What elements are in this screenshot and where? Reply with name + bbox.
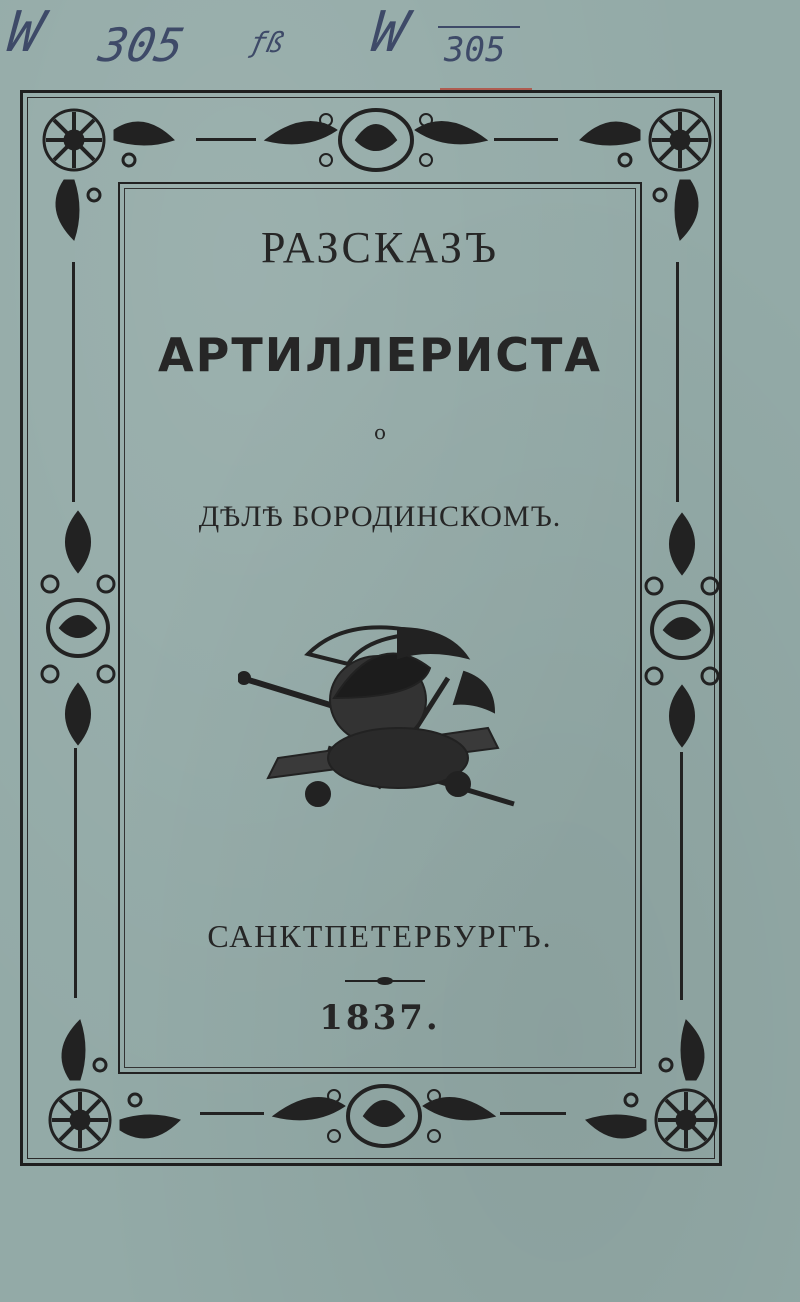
handwritten-number-left: 305 bbox=[94, 18, 189, 72]
title-line-1: РАЗСКАЗЪ bbox=[260, 223, 500, 272]
right-rule-lower bbox=[680, 752, 683, 1000]
handwritten-mark-middle: ƒß bbox=[246, 26, 288, 59]
palmette-icon-top bbox=[256, 100, 496, 180]
military-trophy-vignette-icon bbox=[238, 618, 518, 814]
separator-flourish-icon bbox=[345, 976, 425, 986]
title-line-2: АРТИЛЛЕРИСТА bbox=[158, 328, 602, 382]
right-rule-upper bbox=[676, 262, 679, 502]
trophy-icon-left bbox=[36, 508, 120, 748]
left-rule-upper bbox=[72, 262, 75, 502]
left-rule-lower bbox=[74, 748, 77, 998]
imprint-city: САНКТПЕТЕРБУРГЪ. bbox=[207, 918, 553, 954]
subtitle: ДѢЛѢ БОРОДИНСКОМЪ. bbox=[198, 500, 562, 533]
handwritten-underline bbox=[438, 26, 520, 28]
title-connector: о bbox=[373, 420, 387, 444]
trophy-icon-right bbox=[640, 510, 724, 750]
palmette-icon-bottom bbox=[264, 1076, 504, 1156]
bottom-rule-right bbox=[500, 1112, 566, 1115]
handwritten-letter-left: W bbox=[1, 0, 51, 65]
imprint-year: 1837. bbox=[319, 998, 441, 1038]
top-rule-right bbox=[494, 138, 558, 141]
handwritten-letter-right: W bbox=[365, 0, 413, 65]
top-rule-left bbox=[196, 138, 256, 141]
bottom-rule-left bbox=[200, 1112, 264, 1115]
handwritten-number-right: 305 bbox=[444, 30, 506, 70]
